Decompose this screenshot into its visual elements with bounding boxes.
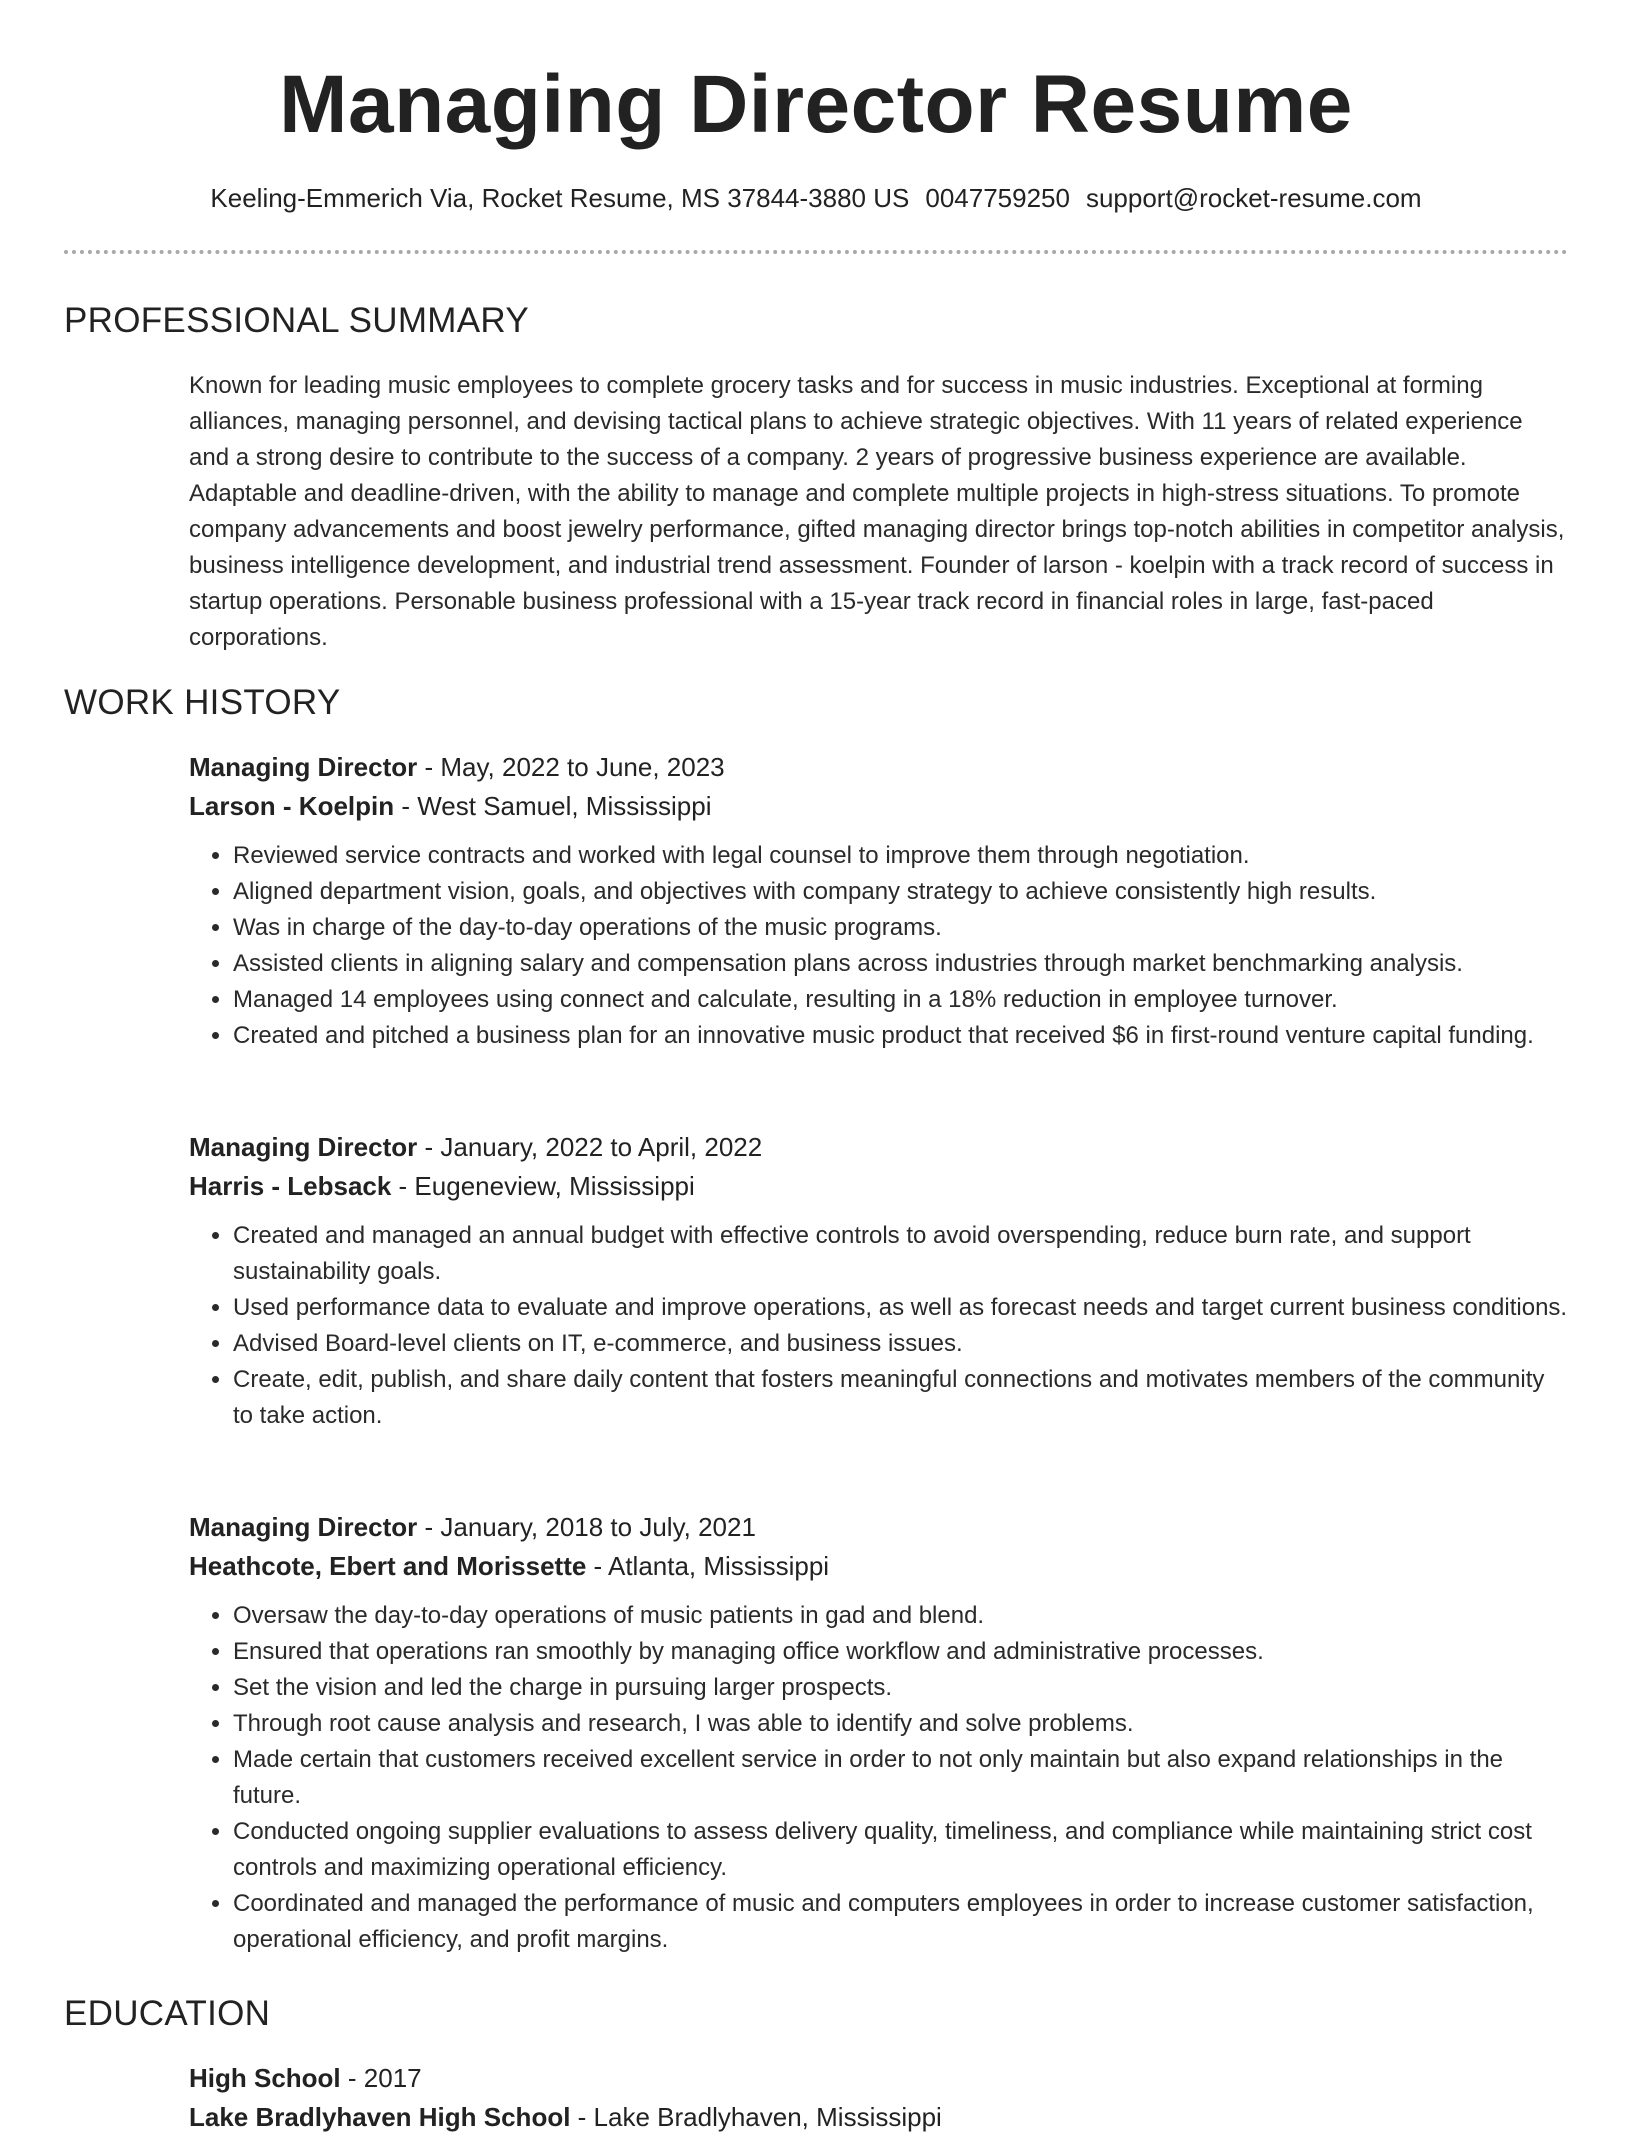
education-year: - 2017	[340, 2063, 422, 2093]
job-dates: - January, 2022 to April, 2022	[417, 1132, 763, 1162]
job-company: Harris - Lebsack	[189, 1171, 392, 1201]
job-bullet: • Create, edit, publish, and share daily content that fosters meaningful connections and motivates members of the community to take action.	[233, 1362, 1569, 1434]
job-bullets	[189, 1598, 1569, 1958]
job-location: - Atlanta, Mississippi	[586, 1551, 830, 1581]
job-bullet: • Managed 14 employees using connect and calculate, resulting in a 18% reduction in employee turnover.	[233, 982, 1569, 1018]
job-dates: - May, 2022 to June, 2023	[417, 752, 725, 782]
job-dates: - January, 2018 to July, 2021	[417, 1512, 756, 1542]
job-title-line	[189, 748, 1569, 787]
summary-text: Known for leading music employees to complete grocery tasks and for success in music industries. Exceptional at forming alliances, managing personnel, and devising tactical plans to achieve strategic objectives. With 11 years of related experience and a strong desire to contribute to the success of a company. 2 years of progressive business experience are available. Adaptable and deadline-driven, with the ability to manage and complete multiple projects in high-stress situations. To promote company advancements and boost jewelry performance, gifted managing director brings top-notch abilities in competitor analysis, business intelligence development, and industrial trend assessment. Founder of larson - koelpin with a track record of success in startup operations. Personable business professional with a 15-year track record in financial roles in large, fast-paced corporations.	[189, 372, 1565, 651]
job-bullets	[189, 1218, 1569, 1434]
job-bullet: • Was in charge of the day-to-day operations of the music programs.	[233, 910, 1569, 946]
contact-phone: 0047759250	[925, 183, 1070, 213]
education-school: Lake Bradlyhaven High School	[189, 2102, 571, 2132]
page-title: Managing Director Resume	[279, 59, 1353, 150]
job-bullet: • Created and managed an annual budget with effective controls to avoid overspending, reduce burn rate, and support sustainability goals.	[233, 1218, 1569, 1290]
job-bullet: • Assisted clients in aligning salary and compensation plans across industries through market benchmarking analysis.	[233, 946, 1569, 982]
job-entry-2	[189, 1128, 1569, 1434]
job-title: Managing Director	[189, 1132, 418, 1162]
job-bullet: • Used performance data to evaluate and improve operations, as well as forecast needs and target current business conditions.	[233, 1290, 1569, 1326]
job-company: Larson - Koelpin	[189, 791, 395, 821]
job-company-line	[189, 1167, 1569, 1206]
job-bullet: • Coordinated and managed the performance of music and computers employees in order to increase customer satisfaction, operational efficiency, and profit margins.	[233, 1886, 1569, 1958]
summary-heading: PROFESSIONAL SUMMARY	[64, 301, 529, 340]
education-school-line	[189, 2098, 1569, 2137]
job-location: - Eugeneview, Mississippi	[391, 1171, 695, 1201]
job-bullet: • Aligned department vision, goals, and objectives with company strategy to achieve consistently high results.	[233, 874, 1569, 910]
job-title: Managing Director	[189, 1512, 418, 1542]
job-bullet: • Conducted ongoing supplier evaluations to assess delivery quality, timeliness, and compliance while maintaining strict cost controls and maximizing operational efficiency.	[233, 1814, 1569, 1886]
contact-address: Keeling-Emmerich Via, Rocket Resume, MS 37844-3880 US	[210, 183, 910, 213]
job-bullet: • Through root cause analysis and research, I was able to identify and solve problems.	[233, 1706, 1569, 1742]
education-heading: EDUCATION	[64, 1994, 271, 2033]
job-bullet: • Reviewed service contracts and worked with legal counsel to improve them through negotiation.	[233, 838, 1569, 874]
job-entry-3	[189, 1508, 1569, 1958]
job-bullet: • Created and pitched a business plan for an innovative music product that received $6 in first-round venture capital funding.	[233, 1018, 1569, 1054]
header-divider	[64, 250, 1568, 254]
job-bullet: • Ensured that operations ran smoothly by managing office workflow and administrative processes.	[233, 1634, 1569, 1670]
summary-section	[189, 368, 1569, 656]
job-title-line	[189, 1508, 1569, 1547]
job-bullets	[189, 838, 1569, 1054]
education-degree-line	[189, 2059, 1569, 2098]
contact-email: support@rocket-resume.com	[1085, 183, 1422, 213]
contact-line	[0, 178, 1632, 218]
education-location: - Lake Bradlyhaven, Mississippi	[570, 2102, 942, 2132]
job-bullet: • Made certain that customers received excellent service in order to not only maintain but also expand relationships in the future.	[233, 1742, 1569, 1814]
job-title: Managing Director	[189, 752, 418, 782]
job-company-line	[189, 787, 1569, 826]
job-location: - West Samuel, Mississippi	[394, 791, 712, 821]
job-bullet: • Advised Board-level clients on IT, e-commerce, and business issues.	[233, 1326, 1569, 1362]
job-bullet: • Oversaw the day-to-day operations of music patients in gad and blend.	[233, 1598, 1569, 1634]
work-history-heading: WORK HISTORY	[64, 683, 341, 722]
education-entry	[189, 2059, 1569, 2137]
education-degree: High School	[189, 2063, 341, 2093]
job-bullet: • Set the vision and led the charge in pursuing larger prospects.	[233, 1670, 1569, 1706]
job-company: Heathcote, Ebert and Morissette	[189, 1551, 587, 1581]
job-title-line	[189, 1128, 1569, 1167]
job-company-line	[189, 1547, 1569, 1586]
job-entry-1	[189, 748, 1569, 1054]
